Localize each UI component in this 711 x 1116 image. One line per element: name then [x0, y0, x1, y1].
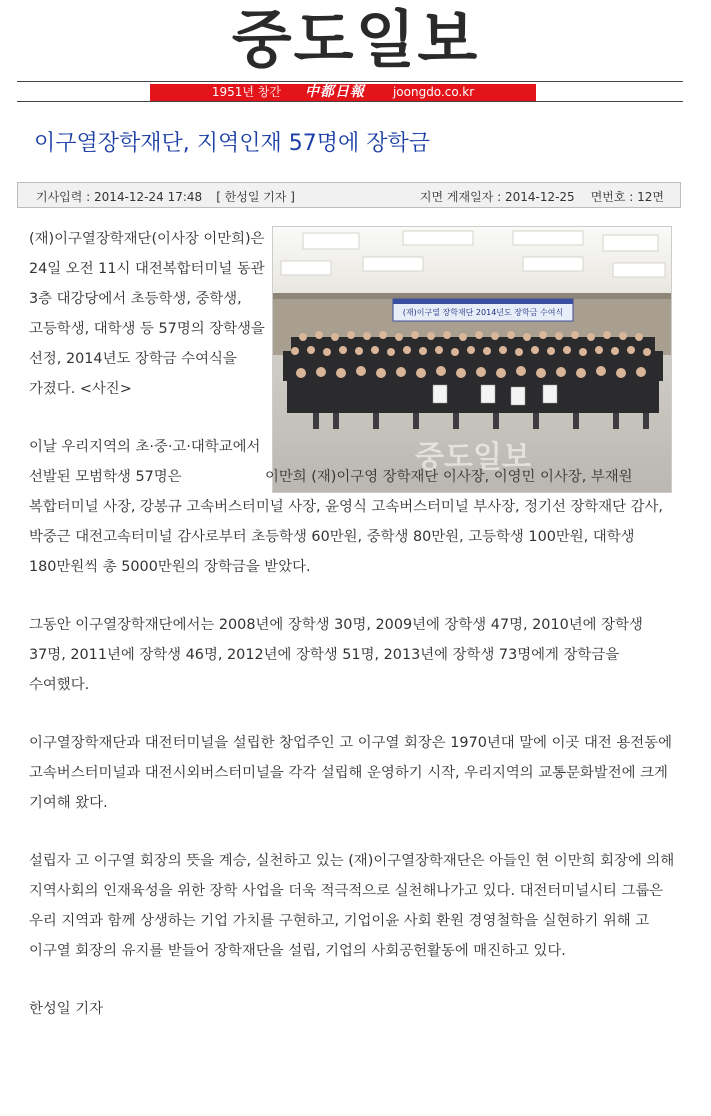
newspaper-logo[interactable]: 중도일보	[231, 3, 480, 76]
input-date: 기사입력 : 2014-12-24 17:48	[36, 190, 203, 204]
article-paragraph-4: 이구열장학재단과 대전터미널을 설립한 창업주인 고 이구열 회장은 1970년대 말에 이곳 대전 용전동에 고속버스터미널과 대전시외버스터미널을 각각 설립해 운영하기 시작, 우리지역의 교통문화발전에 크게 기여해 왔다.	[29, 735, 672, 811]
founded-year: 1951년 창간	[211, 85, 281, 99]
article-paragraph-3: 그동안 이구열장학재단에서는 2008년에 장학생 30명, 2009년에 장학생 47명, 2010년에 장학생 37명, 2011년에 장학생 46명, 2012년에 장학생 51명, 2013년에 장학생 73명에게 장학금을 수여했다.	[29, 617, 643, 693]
article-paragraph-2-rest: 이만희 (재)이구영 장학재단 이사장, 이영민 이사장, 부재원 복합터미널 사장, 강봉규 고속버스터미널 사장, 윤영식 고속버스터미널 부사장, 정기선 장학재단 감사, 박중근 대전고속터미널 감사로부터 초등학생 60만원, 중학생 80만원, 고등학생 100만원, 대학생 180만원씩 총 5000만원의 장학금을 받았다.	[29, 469, 663, 575]
article-paragraph-2	[29, 432, 675, 582]
top-rule	[17, 81, 683, 82]
print-date: 지면 게재일자 : 2014-12-25	[419, 190, 575, 204]
article-paragraph-2-lead: 이날 우리지역의 초·중·고·대학교에서 선발된 모범학생 57명은	[29, 439, 261, 485]
article-headline: 이구열장학재단, 지역인재 57명에 장학금	[34, 131, 430, 156]
photo-banner-text: (재)이구열 장학재단 2014년도 장학금 수여식	[402, 308, 564, 317]
site-link[interactable]: joongdo.co.kr	[392, 85, 475, 99]
article-info-bar	[17, 182, 681, 208]
article-paragraph-5: 설립자 고 이구열 회장의 뜻을 계승, 실천하고 있는 (재)이구열장학재단은 아들인 현 이만희 회장에 의해 지역사회의 인재육성을 위한 장학 사업을 더욱 적극적으로 실천해나가고 있다. 대전터미널시티 그룹은 우리 지역과 함께 상생하는 기업 가치를 구현하고, 기업이윤 사회 환원 경영철학을 실현하기 위해 고 이구열 회장의 유지를 받들어 장학재단을 설립, 기업의 사회공헌활동에 매진하고 있다.	[29, 853, 675, 959]
hanja-title: 中都日報	[304, 84, 365, 100]
bottom-rule	[17, 101, 683, 102]
photo-watermark: 중도일보	[415, 440, 531, 475]
article-byline: 한성일 기자	[29, 1001, 104, 1017]
page-number: 면번호 : 12면	[590, 190, 664, 204]
article-body	[29, 224, 675, 1052]
article-paragraph-1: (재)이구열장학재단(이사장 이만희)은 24일 오전 11시 대전복합터미널 동관 3층 대강당에서 초등학생, 중학생, 고등학생, 대학생 등 57명의 장학생을 선정, 2014년도 장학금 수여식을 가졌다. <사진>	[29, 231, 265, 397]
author-tag: [ 한성일 기자 ]	[216, 190, 295, 204]
masthead-bar	[150, 84, 536, 101]
